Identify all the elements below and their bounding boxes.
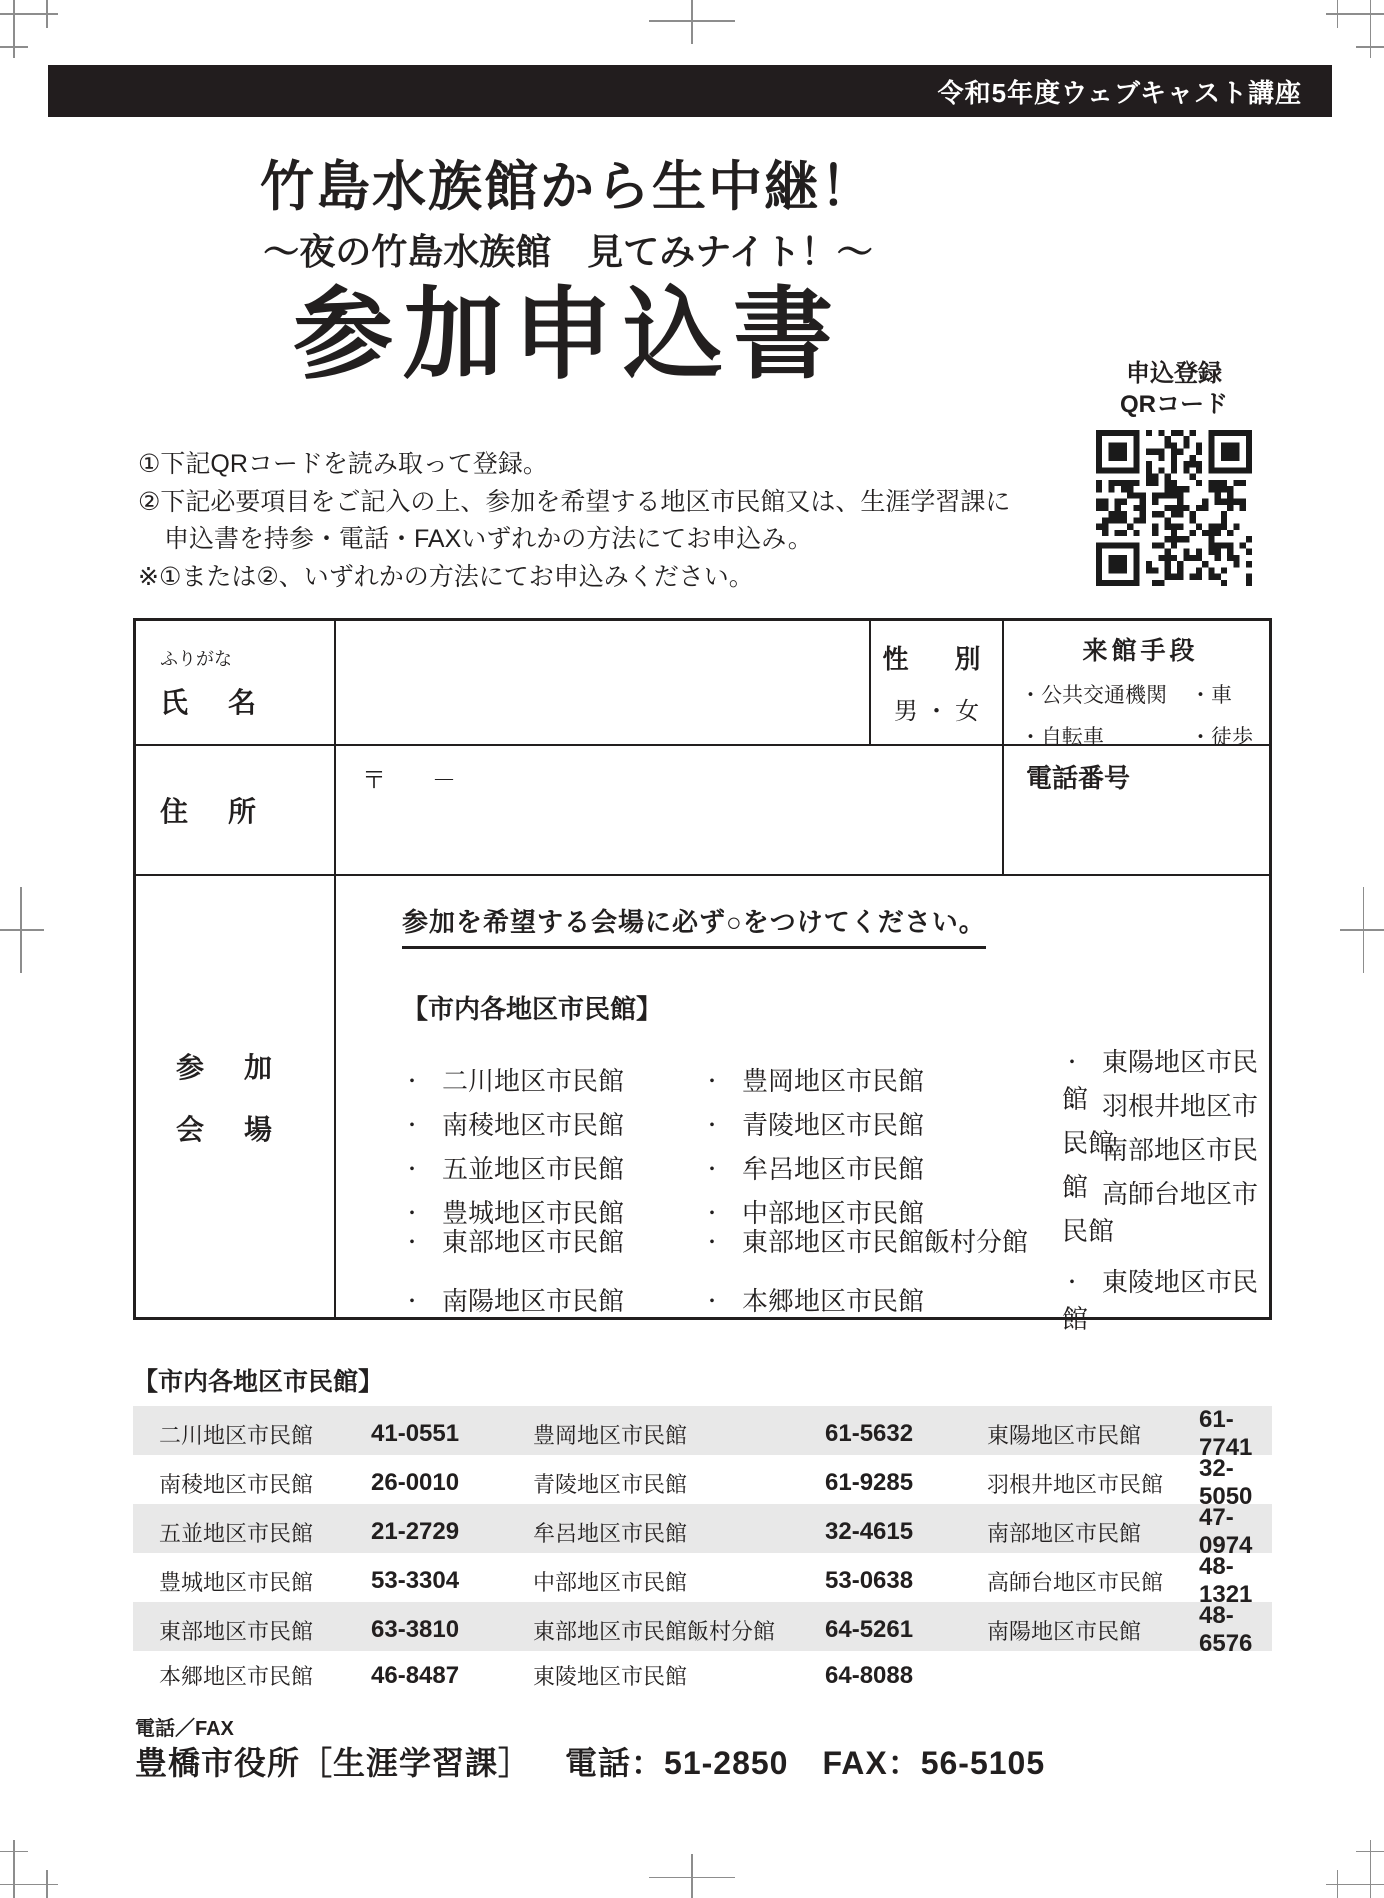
venue-option[interactable]: ・ 牟呂地区市民館 bbox=[702, 1149, 1062, 1186]
footer-office: 豊橋市役所［生涯学習課］ bbox=[135, 1745, 532, 1781]
crop-mark bbox=[1326, 13, 1384, 15]
venue-option[interactable]: ・ 東陵地区市民館 bbox=[1062, 1262, 1269, 1336]
venue-name: 南稜地区市民館 bbox=[159, 1471, 314, 1497]
name-label-cell bbox=[136, 621, 336, 746]
course-banner-text: 令和5年度ウェブキャスト講座 bbox=[937, 77, 1302, 108]
venue-phone: 32-4615 bbox=[825, 1518, 914, 1545]
venue-choice-cell bbox=[336, 876, 1269, 1334]
venue-phone: 61-5632 bbox=[825, 1420, 914, 1447]
venue-instruction: 参加を希望する会場に必ず○をつけてください。 bbox=[402, 902, 986, 949]
phone-directory-table bbox=[133, 1406, 1272, 1700]
footer-contact-line bbox=[135, 1738, 1079, 1784]
instructions bbox=[138, 446, 1068, 596]
crop-mark bbox=[0, 929, 44, 931]
venue-option[interactable]: ・ 本郷地区市民館 bbox=[702, 1281, 1062, 1318]
phone-directory-row bbox=[133, 1504, 1272, 1559]
venue-option[interactable]: ・ 南部地区市民館 bbox=[1062, 1130, 1269, 1204]
phone-directory-row bbox=[133, 1553, 1272, 1608]
venue-name: 東部地区市民館 bbox=[159, 1618, 314, 1644]
crop-mark bbox=[0, 1851, 28, 1853]
crop-mark bbox=[649, 1877, 735, 1879]
venue-name: 東部地区市民館飯村分館 bbox=[533, 1618, 776, 1644]
instruction-line-4: ※①または②、いずれかの方法にてお申込みください。 bbox=[138, 562, 754, 591]
crop-mark bbox=[46, 1870, 48, 1898]
title-block bbox=[48, 156, 1088, 390]
phone-directory-row bbox=[133, 1455, 1272, 1510]
crop-mark bbox=[1326, 1884, 1384, 1886]
transport-option[interactable]: ・徒歩 bbox=[1190, 726, 1253, 749]
sub-title: ～夜の竹島水族館 見てみナイト！～ bbox=[263, 231, 873, 273]
venue-name: 東陵地区市民館 bbox=[533, 1664, 688, 1689]
venue-label-cell bbox=[136, 876, 336, 1317]
crop-mark bbox=[1337, 1870, 1339, 1898]
venue-option[interactable]: ・ 青陵地区市民館 bbox=[702, 1105, 1062, 1142]
address-input-area[interactable] bbox=[336, 746, 1004, 876]
venue-phone: 47-0974 bbox=[1199, 1504, 1253, 1559]
phone-label: 電話番号 bbox=[1026, 763, 1131, 793]
qr-label-line1: 申込登録 bbox=[1126, 360, 1222, 387]
address-label-cell bbox=[136, 746, 336, 876]
qr-label-line2: QRコード bbox=[1120, 391, 1228, 419]
furigana-label: ふりがな bbox=[160, 648, 232, 669]
form-title: 参加申込書 bbox=[293, 278, 843, 391]
phone-input-cell[interactable] bbox=[1004, 746, 1269, 876]
venue-name: 東陽地区市民館 bbox=[987, 1422, 1142, 1448]
venue-name: 牟呂地区市民館 bbox=[533, 1520, 688, 1546]
crop-mark bbox=[1370, 1840, 1372, 1898]
transport-cell bbox=[1004, 621, 1269, 749]
phone-directory-row bbox=[133, 1651, 1272, 1700]
qr-label bbox=[1088, 358, 1260, 420]
name-label: 氏 名 bbox=[160, 686, 263, 718]
venue-option[interactable]: ・ 二川地区市民館 bbox=[402, 1061, 702, 1098]
crop-mark bbox=[0, 46, 28, 48]
gender-options[interactable]: 男 ・ 女 bbox=[893, 698, 980, 726]
venue-phone: 41-0551 bbox=[371, 1420, 460, 1447]
crop-mark bbox=[649, 20, 735, 22]
transport-option[interactable]: ・自転車 bbox=[1020, 726, 1104, 749]
venue-name: 南部地区市民館 bbox=[987, 1520, 1142, 1546]
venue-name: 二川地区市民館 bbox=[159, 1422, 314, 1448]
transport-option[interactable]: ・公共交通機関 bbox=[1020, 684, 1167, 707]
venue-name: 羽根井地区市民館 bbox=[987, 1471, 1164, 1497]
crop-mark bbox=[691, 0, 693, 44]
venue-option[interactable]: ・ 羽根井地区市民館 bbox=[1062, 1086, 1269, 1160]
gender-label: 性 別 bbox=[882, 643, 991, 674]
application-form-table bbox=[133, 618, 1272, 1334]
venue-label-bottom: 会 場 bbox=[176, 1113, 279, 1145]
venue-option[interactable]: ・ 豊岡地区市民館 bbox=[702, 1061, 1062, 1098]
venue-phone: 53-0638 bbox=[825, 1567, 914, 1594]
venue-label-top: 参 加 bbox=[176, 1051, 279, 1083]
venue-name: 青陵地区市民館 bbox=[533, 1471, 688, 1497]
crop-mark bbox=[13, 0, 15, 58]
phone-directory-row bbox=[133, 1602, 1272, 1657]
phone-directory-row bbox=[133, 1406, 1272, 1461]
venue-phone: 46-8487 bbox=[371, 1661, 460, 1689]
venue-option[interactable]: ・ 東部地区市民館飯村分館 bbox=[702, 1222, 1062, 1259]
venue-phone: 53-3304 bbox=[371, 1567, 460, 1594]
footer-phone: 電話：51-2850 bbox=[565, 1745, 789, 1781]
venue-name: 豊岡地区市民館 bbox=[533, 1422, 688, 1448]
footer-fax: FAX：56-5105 bbox=[822, 1745, 1046, 1781]
crop-mark bbox=[0, 13, 58, 15]
postal-mark: 〒 bbox=[362, 767, 386, 794]
crop-mark bbox=[1337, 0, 1339, 28]
crop-mark bbox=[0, 1884, 58, 1886]
venue-phone: 61-9285 bbox=[825, 1469, 914, 1496]
venue-option[interactable]: ・ 南陽地区市民館 bbox=[402, 1281, 702, 1318]
venue-row bbox=[402, 1262, 1269, 1334]
transport-option[interactable]: ・車 bbox=[1190, 684, 1232, 707]
venue-phone: 61-7741 bbox=[1199, 1406, 1253, 1461]
venue-option[interactable]: ・ 南稜地区市民館 bbox=[402, 1105, 702, 1142]
venue-option[interactable]: ・ 豊城地区市民館 bbox=[402, 1193, 702, 1230]
venue-phone: 26-0010 bbox=[371, 1469, 460, 1496]
address-label: 住 所 bbox=[160, 796, 263, 827]
venue-option[interactable]: ・ 中部地区市民館 bbox=[702, 1193, 1062, 1230]
venue-option[interactable]: ・ 五並地区市民館 bbox=[402, 1149, 702, 1186]
instruction-line-2: ②下記必要項目をご記入の上、参加を希望する地区市民館又は、生涯学習課に bbox=[138, 487, 1011, 516]
phone-directory-heading: 【市内各地区市民館】 bbox=[133, 1368, 384, 1396]
course-banner bbox=[48, 65, 1332, 117]
venue-row bbox=[402, 1042, 1269, 1114]
venue-phone: 64-8088 bbox=[825, 1661, 914, 1689]
venue-name: 五並地区市民館 bbox=[159, 1520, 314, 1546]
venue-phone: 32-5050 bbox=[1199, 1455, 1253, 1510]
transport-options bbox=[1020, 679, 1261, 751]
crop-mark bbox=[1370, 0, 1372, 58]
venue-group-heading: 【市内各地区市民館】 bbox=[402, 994, 663, 1024]
venue-phone: 21-2729 bbox=[371, 1518, 460, 1545]
main-title: 竹島水族館から生中継！ bbox=[260, 157, 876, 217]
crop-mark bbox=[1356, 1851, 1384, 1853]
name-input-area[interactable] bbox=[336, 621, 871, 746]
venue-name: 本郷地区市民館 bbox=[159, 1664, 314, 1689]
instruction-line-3: 申込書を持参・電話・FAXいずれかの方法にてお申込み。 bbox=[164, 525, 813, 553]
venue-option[interactable]: ・ 東陽地区市民館 bbox=[1062, 1042, 1269, 1116]
venue-name: 南陽地区市民館 bbox=[987, 1618, 1142, 1644]
venue-options bbox=[402, 1042, 1269, 1334]
footer-phone-fax-label: 電話／FAX bbox=[135, 1718, 234, 1740]
venue-phone: 48-1321 bbox=[1199, 1553, 1253, 1608]
instruction-line-1: ①下記QRコードを読み取って登録。 bbox=[138, 450, 548, 478]
crop-mark bbox=[13, 1840, 15, 1898]
venue-name: 豊城地区市民館 bbox=[159, 1569, 314, 1595]
venue-name: 高師台地区市民館 bbox=[987, 1569, 1164, 1595]
crop-mark bbox=[20, 887, 22, 973]
venue-phone: 64-5261 bbox=[825, 1616, 914, 1643]
qr-block bbox=[1088, 358, 1260, 586]
crop-mark bbox=[1356, 46, 1384, 48]
transport-label: 来館手段 bbox=[1082, 637, 1199, 665]
postal-dash: － bbox=[432, 767, 456, 794]
venue-option[interactable]: ・ 東部地区市民館 bbox=[402, 1222, 702, 1259]
qr-code bbox=[1096, 430, 1252, 586]
venue-option[interactable]: ・ 高師台地区市民館 bbox=[1062, 1174, 1269, 1248]
crop-mark bbox=[1363, 887, 1365, 973]
venue-phone: 48-6576 bbox=[1199, 1602, 1253, 1657]
venue-phone: 63-3810 bbox=[371, 1616, 460, 1643]
venue-name: 中部地区市民館 bbox=[533, 1569, 688, 1595]
crop-mark bbox=[46, 0, 48, 28]
gender-cell bbox=[871, 621, 1004, 746]
